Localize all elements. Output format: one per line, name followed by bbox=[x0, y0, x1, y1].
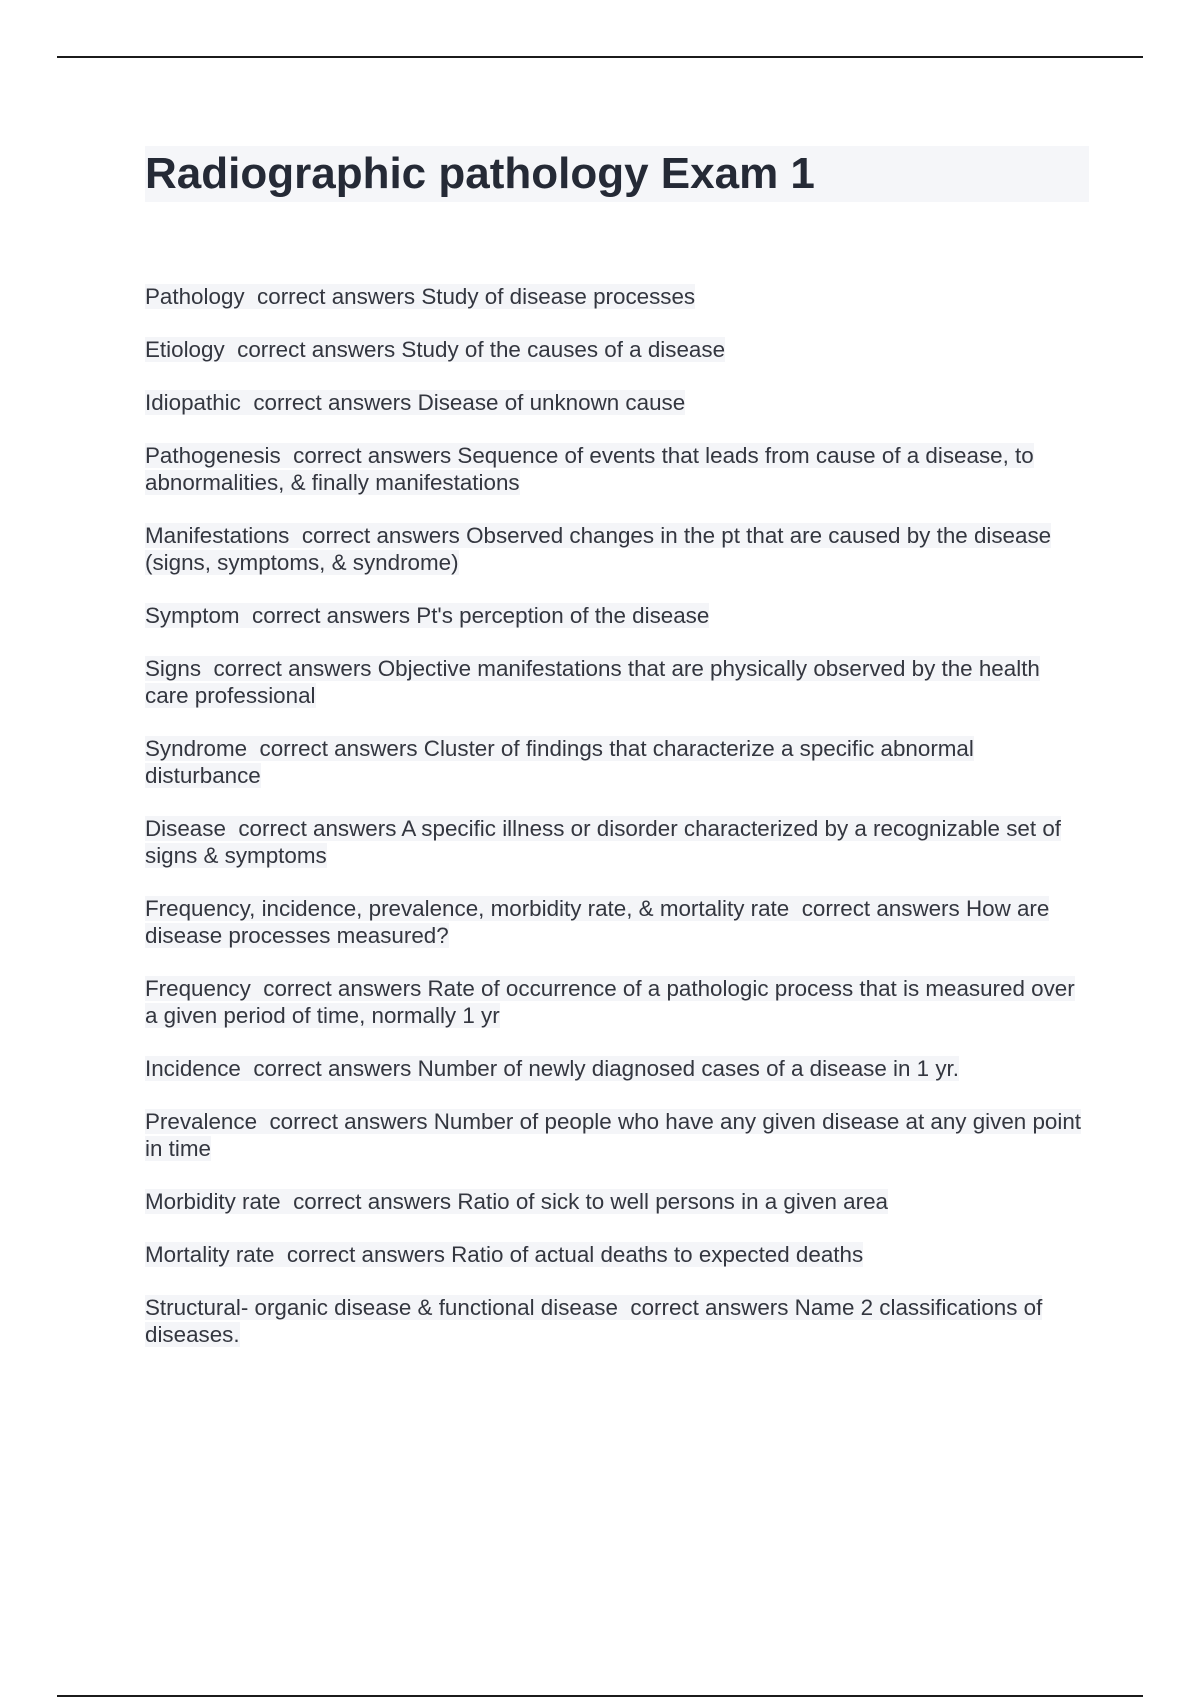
qa-term: Incidence bbox=[145, 1056, 241, 1081]
qa-item bbox=[145, 1108, 1089, 1162]
qa-text bbox=[145, 390, 685, 415]
qa-term: Manifestations bbox=[145, 523, 290, 548]
qa-answer: Rate of occurrence of a pathologic process that is measured over a given period of time, normally 1 yr bbox=[145, 976, 1075, 1028]
qa-term: Pathogenesis bbox=[145, 443, 281, 468]
qa-answer: Number of newly diagnosed cases of a disease in 1 yr. bbox=[417, 1056, 959, 1081]
qa-text bbox=[145, 1056, 959, 1081]
qa-answer: How are disease processes measured? bbox=[145, 896, 1050, 948]
qa-separator: correct answers bbox=[213, 656, 372, 681]
qa-term: Mortality rate bbox=[145, 1242, 275, 1267]
qa-answer: Ratio of actual deaths to expected deaths bbox=[451, 1242, 864, 1267]
qa-term: Frequency, incidence, prevalence, morbidity rate, & mortality rate bbox=[145, 896, 790, 921]
qa-term: Disease bbox=[145, 816, 226, 841]
qa-term: Signs bbox=[145, 656, 202, 681]
qa-text bbox=[145, 523, 1051, 575]
qa-separator: correct answers bbox=[293, 443, 452, 468]
qa-item bbox=[145, 1188, 1089, 1215]
qa-text bbox=[145, 656, 1040, 708]
qa-item bbox=[145, 1294, 1089, 1348]
qa-answer: Number of people who have any given disease at any given point in time bbox=[145, 1109, 1082, 1161]
qa-separator: correct answers bbox=[630, 1295, 789, 1320]
qa-item bbox=[145, 389, 1089, 416]
qa-separator: correct answers bbox=[252, 603, 411, 628]
qa-text bbox=[145, 1242, 863, 1267]
qa-answer: Study of the causes of a disease bbox=[401, 337, 726, 362]
qa-text bbox=[145, 736, 974, 788]
qa-answer: Study of disease processes bbox=[421, 284, 696, 309]
qa-text bbox=[145, 443, 1034, 495]
page-title: Radiographic pathology Exam 1 bbox=[145, 146, 1089, 202]
qa-term: Prevalence bbox=[145, 1109, 258, 1134]
qa-item bbox=[145, 735, 1089, 789]
qa-separator: correct answers bbox=[253, 390, 412, 415]
document-body bbox=[145, 146, 1089, 1374]
qa-item bbox=[145, 1241, 1089, 1268]
qa-answer: Cluster of findings that characterize a specific abnormal disturbance bbox=[145, 736, 974, 788]
qa-answer: Objective manifestations that are physically observed by the health care professional bbox=[145, 656, 1040, 708]
bottom-divider bbox=[57, 1695, 1143, 1697]
qa-term: Structural- organic disease & functional disease bbox=[145, 1295, 618, 1320]
qa-item bbox=[145, 895, 1089, 949]
qa-separator: correct answers bbox=[293, 1189, 452, 1214]
qa-text bbox=[145, 284, 695, 309]
qa-term: Morbidity rate bbox=[145, 1189, 281, 1214]
qa-text bbox=[145, 603, 709, 628]
qa-separator: correct answers bbox=[238, 816, 397, 841]
qa-item bbox=[145, 442, 1089, 496]
qa-text bbox=[145, 337, 725, 362]
qa-text bbox=[145, 1295, 1042, 1347]
qa-text bbox=[145, 1109, 1081, 1161]
qa-list bbox=[145, 283, 1089, 1348]
qa-text bbox=[145, 816, 1061, 868]
qa-separator: correct answers bbox=[253, 1056, 412, 1081]
qa-answer: Observed changes in the pt that are caused by the disease (signs, symptoms, & syndrome) bbox=[145, 523, 1052, 575]
qa-term: Idiopathic bbox=[145, 390, 241, 415]
qa-item bbox=[145, 815, 1089, 869]
qa-term: Etiology bbox=[145, 337, 225, 362]
qa-item bbox=[145, 522, 1089, 576]
qa-item bbox=[145, 1055, 1089, 1082]
qa-term: Frequency bbox=[145, 976, 251, 1001]
qa-answer: Ratio of sick to well persons in a given area bbox=[457, 1189, 888, 1214]
qa-answer: Pt's perception of the disease bbox=[416, 603, 710, 628]
qa-answer: A specific illness or disorder characterized by a recognizable set of signs & symptoms bbox=[145, 816, 1061, 868]
qa-term: Pathology bbox=[145, 284, 245, 309]
qa-text bbox=[145, 1189, 888, 1214]
qa-separator: correct answers bbox=[237, 337, 396, 362]
qa-answer: Name 2 classifications of diseases. bbox=[145, 1295, 1043, 1347]
qa-separator: correct answers bbox=[286, 1242, 445, 1267]
qa-separator: correct answers bbox=[801, 896, 960, 921]
qa-separator: correct answers bbox=[269, 1109, 428, 1134]
qa-answer: Sequence of events that leads from cause of a disease, to abnormalities, & finally manifestations bbox=[145, 443, 1034, 495]
qa-item bbox=[145, 602, 1089, 629]
qa-separator: correct answers bbox=[263, 976, 422, 1001]
qa-term: Syndrome bbox=[145, 736, 248, 761]
qa-item bbox=[145, 655, 1089, 709]
qa-item bbox=[145, 336, 1089, 363]
qa-text bbox=[145, 976, 1075, 1028]
qa-text bbox=[145, 896, 1049, 948]
top-divider bbox=[57, 56, 1143, 58]
qa-answer: Disease of unknown cause bbox=[417, 390, 686, 415]
qa-separator: correct answers bbox=[257, 284, 416, 309]
qa-term: Symptom bbox=[145, 603, 240, 628]
qa-item bbox=[145, 975, 1089, 1029]
qa-separator: correct answers bbox=[259, 736, 418, 761]
qa-item bbox=[145, 283, 1089, 310]
qa-separator: correct answers bbox=[301, 523, 460, 548]
